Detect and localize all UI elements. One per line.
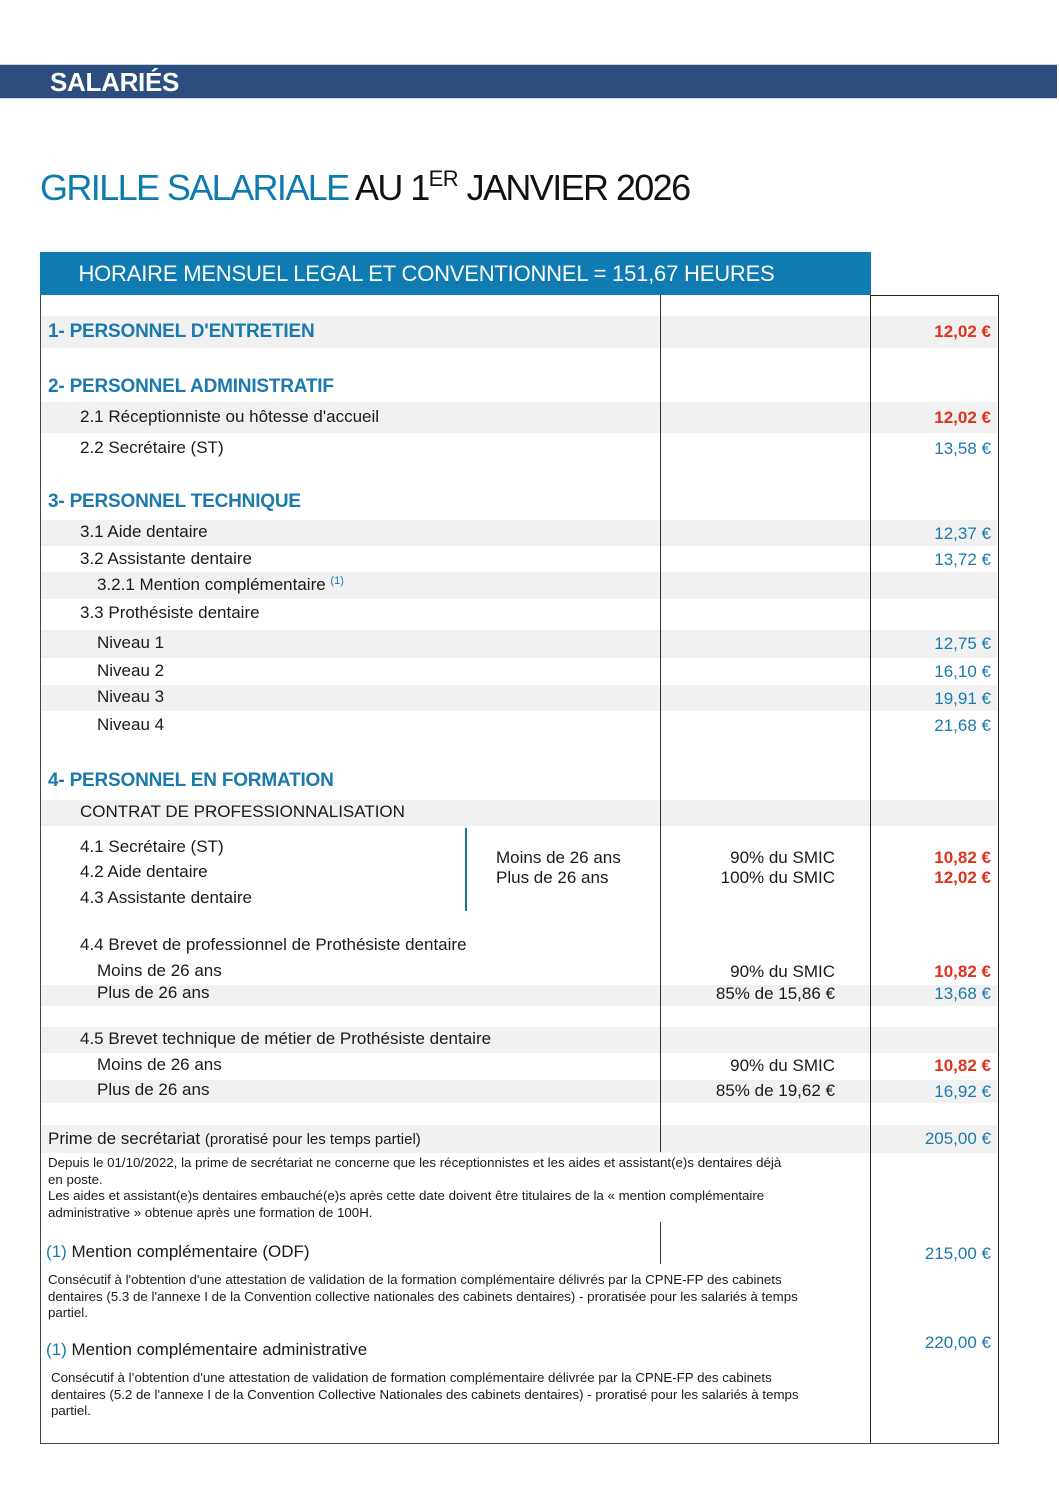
rate-basis: 90% du SMIC (730, 848, 835, 867)
rate-value: 13,58 € (934, 439, 991, 458)
rate-value: 13,68 € (934, 984, 991, 1003)
row-label: Moins de 26 ans (97, 961, 222, 980)
footnote-marker: (1) (46, 1242, 67, 1261)
table-header-label: HORAIRE MENSUEL LEGAL ET CONVENTIONNEL = 151,67 HEURES (78, 261, 775, 286)
mention-admin-label (46, 1340, 367, 1360)
prime-label-text: Prime de secrétariat (48, 1129, 201, 1148)
page-title (40, 166, 690, 209)
note-line: partiel. (48, 1305, 88, 1320)
rate-value: 16,10 € (934, 662, 991, 681)
row-label: 3.2 Assistante dentaire (80, 549, 253, 568)
row-label: 3.3 Prothésiste dentaire (80, 603, 260, 622)
row-label: Niveau 4 (97, 715, 165, 734)
column-divider (660, 1222, 661, 1264)
group-bracket (465, 828, 467, 911)
row-label: Niveau 3 (97, 687, 165, 706)
row-label: 3.1 Aide dentaire (80, 522, 208, 541)
row-band (41, 630, 997, 658)
title-blue: GRILLE SALARIALE (40, 167, 349, 208)
note-line: administrative » obtenue après une formation de 100H. (48, 1204, 373, 1220)
section-title: 2- PERSONNEL ADMINISTRATIF (48, 376, 334, 397)
age-label: Moins de 26 ans (496, 848, 621, 867)
note-line: dentaires (5.2 de l'annexe I de la Convention Collective Nationales des cabinets dentaires) - proratisé pour les salariés à temps (51, 1386, 799, 1402)
rate-value: 12,02 € (934, 868, 991, 887)
prime-value: 205,00 € (924, 1129, 991, 1148)
title-date: JANVIER 2026 (466, 167, 690, 208)
rate-value: 19,91 € (934, 689, 991, 708)
rate-value: 16,92 € (934, 1082, 991, 1101)
row-label: Niveau 1 (97, 633, 165, 652)
row-label: 4.2 Aide dentaire (80, 862, 208, 881)
note-line: en poste. (48, 1171, 103, 1187)
row-band (41, 685, 997, 711)
row-label: 4.4 Brevet de professionnel de Prothésiste dentaire (80, 935, 467, 954)
row-label: 2.2 Secrétaire (ST) (80, 438, 224, 457)
title-black: AU 1 (354, 167, 429, 208)
mention-odf-text: Mention complémentaire (ODF) (71, 1242, 310, 1261)
prime-label-suffix: (proratisé pour les temps partiel) (204, 1131, 421, 1148)
footnote-marker: (1) (330, 575, 344, 587)
row-label: 2.1 Réceptionniste ou hôtesse d'accueil (80, 407, 380, 426)
rate-basis: 85% de 15,86 € (715, 984, 835, 1003)
section-title: 3- PERSONNEL TECHNIQUE (48, 491, 301, 512)
title-superscript: ER (428, 166, 459, 191)
mention-odf-label (46, 1242, 310, 1262)
banner-label: SALARIÉS (50, 67, 180, 97)
rate-value: 10,82 € (934, 848, 991, 867)
rate-value: 12,37 € (934, 524, 991, 543)
row-label: 4.1 Secrétaire (ST) (80, 837, 224, 856)
rate-value: 10,82 € (934, 1056, 991, 1075)
note-line: partiel. (51, 1403, 91, 1418)
note-line: Consécutif à l'obtention d'une attestation de validation de la formation complémentaire délivrés par la CPNE-FP des cabinets (48, 1272, 782, 1287)
rate-basis: 100% du SMIC (720, 868, 835, 887)
row-label: 4.3 Assistante dentaire (80, 888, 253, 907)
row-label (97, 575, 344, 595)
row-label: Plus de 26 ans (97, 983, 210, 1002)
row-label: Niveau 2 (97, 661, 165, 680)
section-banner (0, 64, 1057, 99)
rate-value: 12,75 € (934, 634, 991, 653)
section-title: 1- PERSONNEL D'ENTRETIEN (48, 321, 315, 342)
note-line: Consécutif à l’obtention d'une attestation de validation de formation complémentaire délivrée par la CPNE-FP des cabinets (51, 1370, 772, 1385)
footnote-marker: (1) (46, 1340, 67, 1359)
rate-value: 13,72 € (934, 550, 991, 569)
table-border-left (40, 295, 41, 1444)
prime-label (48, 1129, 421, 1149)
rate-value: 21,68 € (934, 716, 991, 735)
prime-note (48, 1155, 781, 1221)
rate-value: 12,02 € (934, 322, 991, 341)
note-line: dentaires (5.3 de l'annexe I de la Convention collective nationales des cabinets dentaires) - proratisée pour les salariés à temps (48, 1288, 798, 1304)
row-label: 4.5 Brevet technique de métier de Prothésiste dentaire (80, 1029, 492, 1048)
table-border-bottom (40, 1443, 998, 1444)
mention-admin-value: 220,00 € (924, 1333, 991, 1352)
note-line: Les aides et assistant(e)s dentaires embauché(e)s après cette date doivent être titulaires de la « mention complémentaire (48, 1188, 765, 1203)
row-label: Plus de 26 ans (97, 1080, 210, 1099)
mention-admin-text: Mention complémentaire administrative (71, 1340, 368, 1359)
section-title: 4- PERSONNEL EN FORMATION (48, 770, 334, 791)
column-divider (660, 295, 661, 1152)
row-label: Moins de 26 ans (97, 1055, 222, 1074)
rate-value: 10,82 € (934, 962, 991, 981)
rate-basis: 90% du SMIC (730, 962, 835, 981)
rate-value: 12,02 € (934, 408, 991, 427)
mention-odf-note (48, 1272, 798, 1322)
age-label: Plus de 26 ans (496, 868, 609, 887)
contract-label: CONTRAT DE PROFESSIONNALISATION (80, 802, 405, 821)
rate-basis: 85% de 19,62 € (715, 1081, 835, 1100)
mention-admin-note (51, 1370, 799, 1420)
row-label-text: 3.2.1 Mention complémentaire (97, 575, 326, 594)
note-line: Depuis le 01/10/2022, la prime de secrétariat ne concerne que les réceptionnistes et les aides et assistant(e)s dentaires déjà (48, 1155, 782, 1170)
rate-basis: 90% du SMIC (730, 1056, 835, 1075)
mention-odf-value: 215,00 € (924, 1244, 991, 1263)
table-header (40, 252, 871, 295)
